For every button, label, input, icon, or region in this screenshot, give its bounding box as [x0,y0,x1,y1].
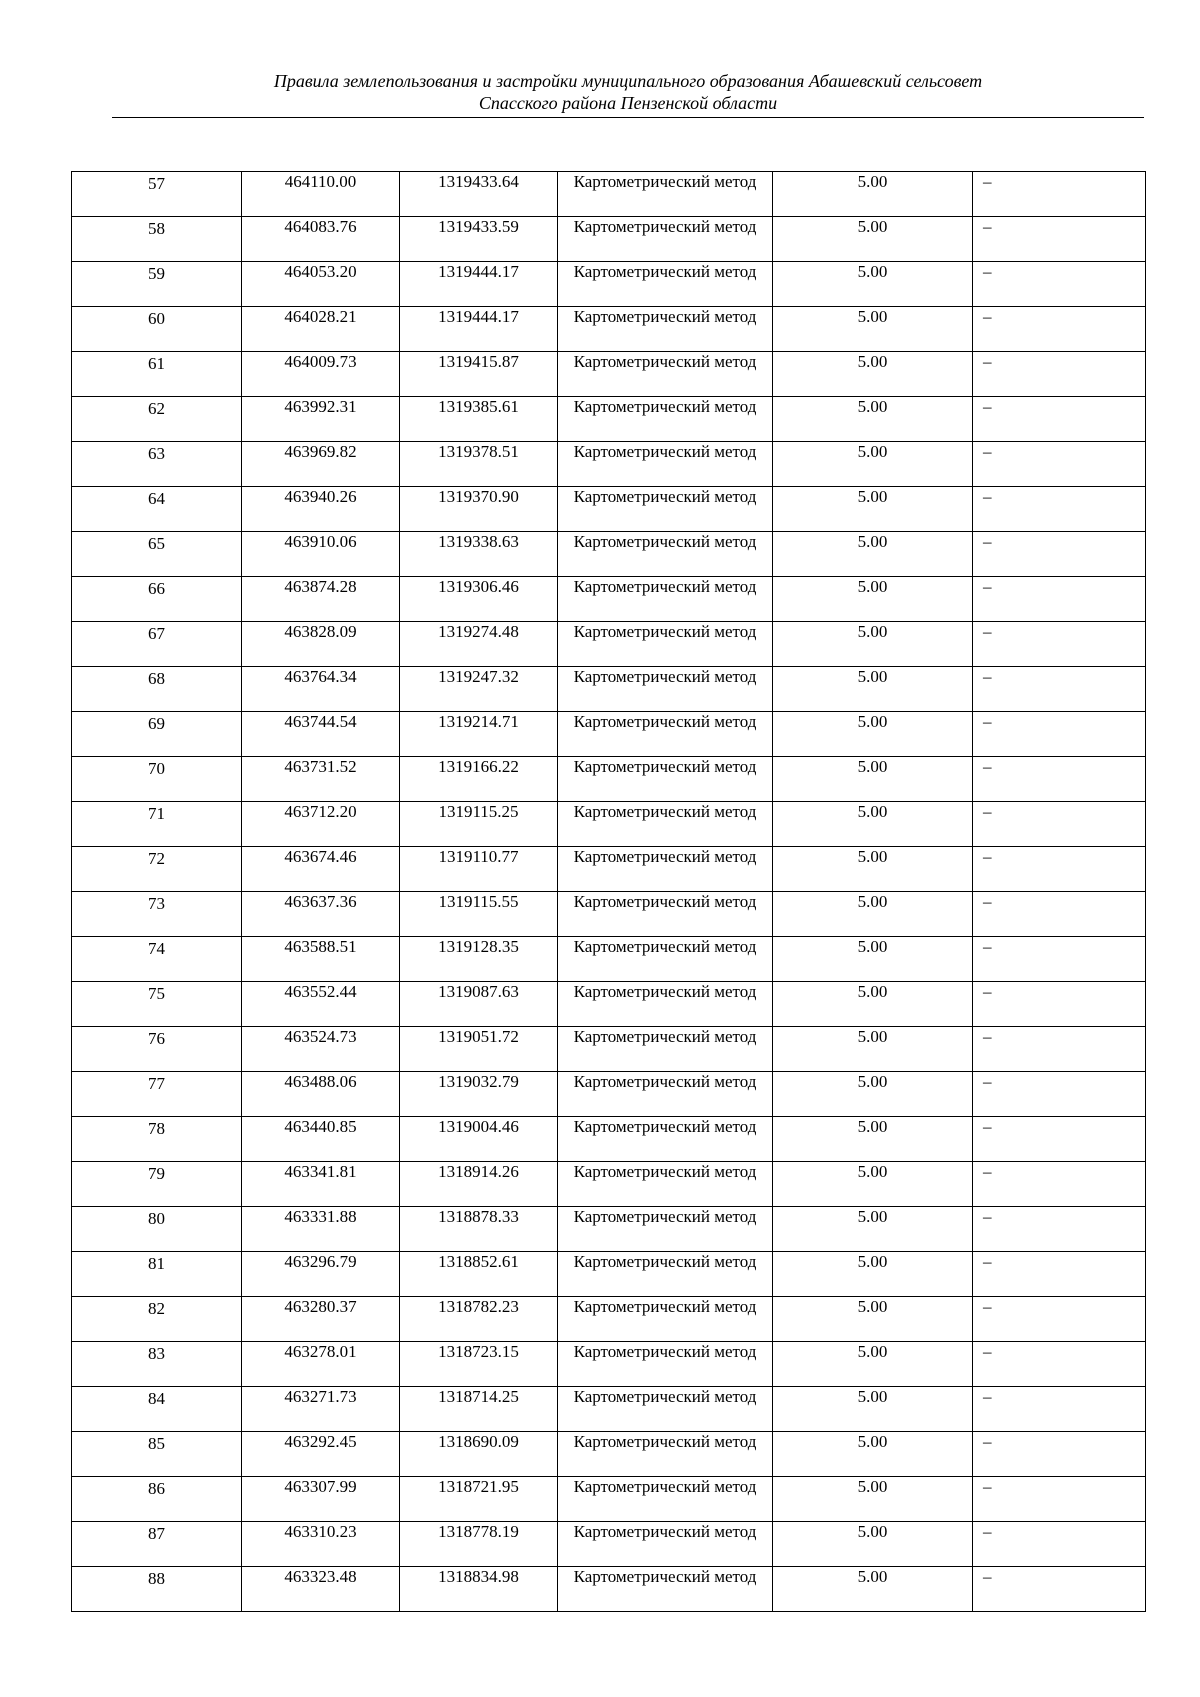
point-number-cell: 62 [72,397,242,442]
table-row [72,1207,1146,1252]
table-row [72,1567,1146,1612]
point-number-cell: 66 [72,577,242,622]
y-coordinate-cell: 1319032.79 [400,1072,558,1117]
y-coordinate-cell: 1318782.23 [400,1297,558,1342]
y-coordinate-cell: 1319274.48 [400,622,558,667]
method-cell: Картометрический метод [558,757,773,802]
accuracy-cell: 5.00 [773,1207,973,1252]
y-coordinate-cell: 1318714.25 [400,1387,558,1432]
method-cell: Картометрический метод [558,1432,773,1477]
y-coordinate-cell: 1319433.64 [400,172,558,217]
table-row [72,1117,1146,1162]
accuracy-cell: 5.00 [773,1432,973,1477]
point-number-cell: 60 [72,307,242,352]
table-row [72,262,1146,307]
accuracy-cell: 5.00 [773,442,973,487]
description-cell: – [973,262,1146,307]
y-coordinate-cell: 1319247.32 [400,667,558,712]
point-number-cell: 83 [72,1342,242,1387]
table-row [72,1522,1146,1567]
point-number-cell: 67 [72,622,242,667]
description-cell: – [973,1477,1146,1522]
accuracy-cell: 5.00 [773,307,973,352]
x-coordinate-cell: 463940.26 [242,487,400,532]
coordinates-table [71,171,1146,1612]
y-coordinate-cell: 1318852.61 [400,1252,558,1297]
accuracy-cell: 5.00 [773,487,973,532]
table-row [72,577,1146,622]
point-number-cell: 74 [72,937,242,982]
x-coordinate-cell: 463331.88 [242,1207,400,1252]
header-line-2: Спасского района Пензенской области [478,93,778,113]
y-coordinate-cell: 1319004.46 [400,1117,558,1162]
description-cell: – [973,1207,1146,1252]
description-cell: – [973,1567,1146,1612]
accuracy-cell: 5.00 [773,217,973,262]
y-coordinate-cell: 1319338.63 [400,532,558,577]
description-cell: – [973,937,1146,982]
point-number-cell: 78 [72,1117,242,1162]
method-cell: Картометрический метод [558,1207,773,1252]
description-cell: – [973,397,1146,442]
description-cell: – [973,217,1146,262]
y-coordinate-cell: 1318778.19 [400,1522,558,1567]
accuracy-cell: 5.00 [773,1522,973,1567]
method-cell: Картометрический метод [558,1252,773,1297]
point-number-cell: 87 [72,1522,242,1567]
x-coordinate-cell: 463296.79 [242,1252,400,1297]
table-row [72,937,1146,982]
x-coordinate-cell: 463524.73 [242,1027,400,1072]
accuracy-cell: 5.00 [773,172,973,217]
description-cell: – [973,1432,1146,1477]
y-coordinate-cell: 1319444.17 [400,262,558,307]
y-coordinate-cell: 1318721.95 [400,1477,558,1522]
accuracy-cell: 5.00 [773,1567,973,1612]
method-cell: Картометрический метод [558,487,773,532]
point-number-cell: 86 [72,1477,242,1522]
x-coordinate-cell: 463828.09 [242,622,400,667]
x-coordinate-cell: 463712.20 [242,802,400,847]
point-number-cell: 88 [72,1567,242,1612]
method-cell: Картометрический метод [558,577,773,622]
y-coordinate-cell: 1319051.72 [400,1027,558,1072]
accuracy-cell: 5.00 [773,1162,973,1207]
table-row [72,757,1146,802]
description-cell: – [973,1297,1146,1342]
method-cell: Картометрический метод [558,1297,773,1342]
x-coordinate-cell: 463440.85 [242,1117,400,1162]
x-coordinate-cell: 464110.00 [242,172,400,217]
point-number-cell: 84 [72,1387,242,1432]
y-coordinate-cell: 1319444.17 [400,307,558,352]
table-row [72,217,1146,262]
table-row [72,1162,1146,1207]
description-cell: – [973,757,1146,802]
y-coordinate-cell: 1319128.35 [400,937,558,982]
y-coordinate-cell: 1318834.98 [400,1567,558,1612]
method-cell: Картометрический метод [558,667,773,712]
method-cell: Картометрический метод [558,1117,773,1162]
point-number-cell: 75 [72,982,242,1027]
method-cell: Картометрический метод [558,982,773,1027]
description-cell: – [973,352,1146,397]
x-coordinate-cell: 463310.23 [242,1522,400,1567]
document-header [112,70,1144,114]
method-cell: Картометрический метод [558,1027,773,1072]
point-number-cell: 85 [72,1432,242,1477]
description-cell: – [973,1027,1146,1072]
accuracy-cell: 5.00 [773,892,973,937]
method-cell: Картометрический метод [558,802,773,847]
y-coordinate-cell: 1319214.71 [400,712,558,757]
method-cell: Картометрический метод [558,307,773,352]
method-cell: Картометрический метод [558,217,773,262]
y-coordinate-cell: 1319115.25 [400,802,558,847]
description-cell: – [973,892,1146,937]
x-coordinate-cell: 463874.28 [242,577,400,622]
description-cell: – [973,1072,1146,1117]
x-coordinate-cell: 463307.99 [242,1477,400,1522]
x-coordinate-cell: 463292.45 [242,1432,400,1477]
accuracy-cell: 5.00 [773,1252,973,1297]
point-number-cell: 76 [72,1027,242,1072]
y-coordinate-cell: 1319378.51 [400,442,558,487]
point-number-cell: 72 [72,847,242,892]
method-cell: Картометрический метод [558,172,773,217]
point-number-cell: 68 [72,667,242,712]
accuracy-cell: 5.00 [773,1342,973,1387]
x-coordinate-cell: 463637.36 [242,892,400,937]
description-cell: – [973,307,1146,352]
table-row [72,307,1146,352]
table-row [72,892,1146,937]
point-number-cell: 61 [72,352,242,397]
y-coordinate-cell: 1319115.55 [400,892,558,937]
point-number-cell: 73 [72,892,242,937]
y-coordinate-cell: 1319087.63 [400,982,558,1027]
method-cell: Картометрический метод [558,262,773,307]
coordinates-table-body [72,172,1146,1612]
method-cell: Картометрический метод [558,1162,773,1207]
accuracy-cell: 5.00 [773,532,973,577]
point-number-cell: 65 [72,532,242,577]
accuracy-cell: 5.00 [773,622,973,667]
table-row [72,802,1146,847]
table-row [72,712,1146,757]
method-cell: Картометрический метод [558,442,773,487]
y-coordinate-cell: 1318878.33 [400,1207,558,1252]
y-coordinate-cell: 1318690.09 [400,1432,558,1477]
y-coordinate-cell: 1319385.61 [400,397,558,442]
accuracy-cell: 5.00 [773,1387,973,1432]
method-cell: Картометрический метод [558,712,773,757]
method-cell: Картометрический метод [558,1342,773,1387]
method-cell: Картометрический метод [558,937,773,982]
description-cell: – [973,1252,1146,1297]
point-number-cell: 69 [72,712,242,757]
accuracy-cell: 5.00 [773,757,973,802]
point-number-cell: 77 [72,1072,242,1117]
description-cell: – [973,667,1146,712]
table-row [72,1027,1146,1072]
x-coordinate-cell: 463552.44 [242,982,400,1027]
accuracy-cell: 5.00 [773,712,973,757]
method-cell: Картометрический метод [558,1387,773,1432]
point-number-cell: 58 [72,217,242,262]
table-row [72,1297,1146,1342]
y-coordinate-cell: 1319110.77 [400,847,558,892]
table-row [72,982,1146,1027]
description-cell: – [973,1387,1146,1432]
x-coordinate-cell: 463341.81 [242,1162,400,1207]
x-coordinate-cell: 463323.48 [242,1567,400,1612]
table-row [72,847,1146,892]
x-coordinate-cell: 464009.73 [242,352,400,397]
table-row [72,442,1146,487]
x-coordinate-cell: 464053.20 [242,262,400,307]
x-coordinate-cell: 464028.21 [242,307,400,352]
description-cell: – [973,442,1146,487]
x-coordinate-cell: 463764.34 [242,667,400,712]
x-coordinate-cell: 463674.46 [242,847,400,892]
table-row [72,1252,1146,1297]
description-cell: – [973,172,1146,217]
description-cell: – [973,622,1146,667]
table-row [72,622,1146,667]
table-row [72,352,1146,397]
description-cell: – [973,802,1146,847]
description-cell: – [973,1342,1146,1387]
accuracy-cell: 5.00 [773,982,973,1027]
y-coordinate-cell: 1318914.26 [400,1162,558,1207]
accuracy-cell: 5.00 [773,397,973,442]
table-row [72,1072,1146,1117]
method-cell: Картометрический метод [558,532,773,577]
x-coordinate-cell: 463992.31 [242,397,400,442]
method-cell: Картометрический метод [558,397,773,442]
y-coordinate-cell: 1319433.59 [400,217,558,262]
point-number-cell: 70 [72,757,242,802]
accuracy-cell: 5.00 [773,1027,973,1072]
table-row [72,1387,1146,1432]
description-cell: – [973,982,1146,1027]
accuracy-cell: 5.00 [773,1072,973,1117]
method-cell: Картометрический метод [558,892,773,937]
point-number-cell: 82 [72,1297,242,1342]
x-coordinate-cell: 463744.54 [242,712,400,757]
accuracy-cell: 5.00 [773,802,973,847]
y-coordinate-cell: 1319166.22 [400,757,558,802]
description-cell: – [973,847,1146,892]
method-cell: Картометрический метод [558,352,773,397]
point-number-cell: 63 [72,442,242,487]
method-cell: Картометрический метод [558,847,773,892]
y-coordinate-cell: 1319306.46 [400,577,558,622]
table-row [72,397,1146,442]
x-coordinate-cell: 463278.01 [242,1342,400,1387]
description-cell: – [973,1162,1146,1207]
point-number-cell: 80 [72,1207,242,1252]
table-row [72,532,1146,577]
description-cell: – [973,1117,1146,1162]
accuracy-cell: 5.00 [773,262,973,307]
point-number-cell: 64 [72,487,242,532]
description-cell: – [973,487,1146,532]
point-number-cell: 71 [72,802,242,847]
point-number-cell: 81 [72,1252,242,1297]
method-cell: Картометрический метод [558,1567,773,1612]
description-cell: – [973,532,1146,577]
accuracy-cell: 5.00 [773,667,973,712]
x-coordinate-cell: 464083.76 [242,217,400,262]
accuracy-cell: 5.00 [773,847,973,892]
method-cell: Картометрический метод [558,1477,773,1522]
x-coordinate-cell: 463588.51 [242,937,400,982]
header-divider [112,117,1144,118]
point-number-cell: 79 [72,1162,242,1207]
accuracy-cell: 5.00 [773,1297,973,1342]
accuracy-cell: 5.00 [773,577,973,622]
x-coordinate-cell: 463488.06 [242,1072,400,1117]
table-row [72,172,1146,217]
point-number-cell: 57 [72,172,242,217]
header-line-1: Правила землепользования и застройки муниципального образования Абашевский сельсовет [273,71,983,91]
accuracy-cell: 5.00 [773,1477,973,1522]
y-coordinate-cell: 1318723.15 [400,1342,558,1387]
method-cell: Картометрический метод [558,1072,773,1117]
y-coordinate-cell: 1319370.90 [400,487,558,532]
y-coordinate-cell: 1319415.87 [400,352,558,397]
x-coordinate-cell: 463969.82 [242,442,400,487]
x-coordinate-cell: 463910.06 [242,532,400,577]
description-cell: – [973,1522,1146,1567]
x-coordinate-cell: 463280.37 [242,1297,400,1342]
description-cell: – [973,712,1146,757]
method-cell: Картометрический метод [558,622,773,667]
accuracy-cell: 5.00 [773,937,973,982]
accuracy-cell: 5.00 [773,1117,973,1162]
table-row [72,1342,1146,1387]
x-coordinate-cell: 463271.73 [242,1387,400,1432]
table-row [72,1477,1146,1522]
table-row [72,1432,1146,1477]
method-cell: Картометрический метод [558,1522,773,1567]
point-number-cell: 59 [72,262,242,307]
table-row [72,667,1146,712]
description-cell: – [973,577,1146,622]
accuracy-cell: 5.00 [773,352,973,397]
x-coordinate-cell: 463731.52 [242,757,400,802]
table-row [72,487,1146,532]
